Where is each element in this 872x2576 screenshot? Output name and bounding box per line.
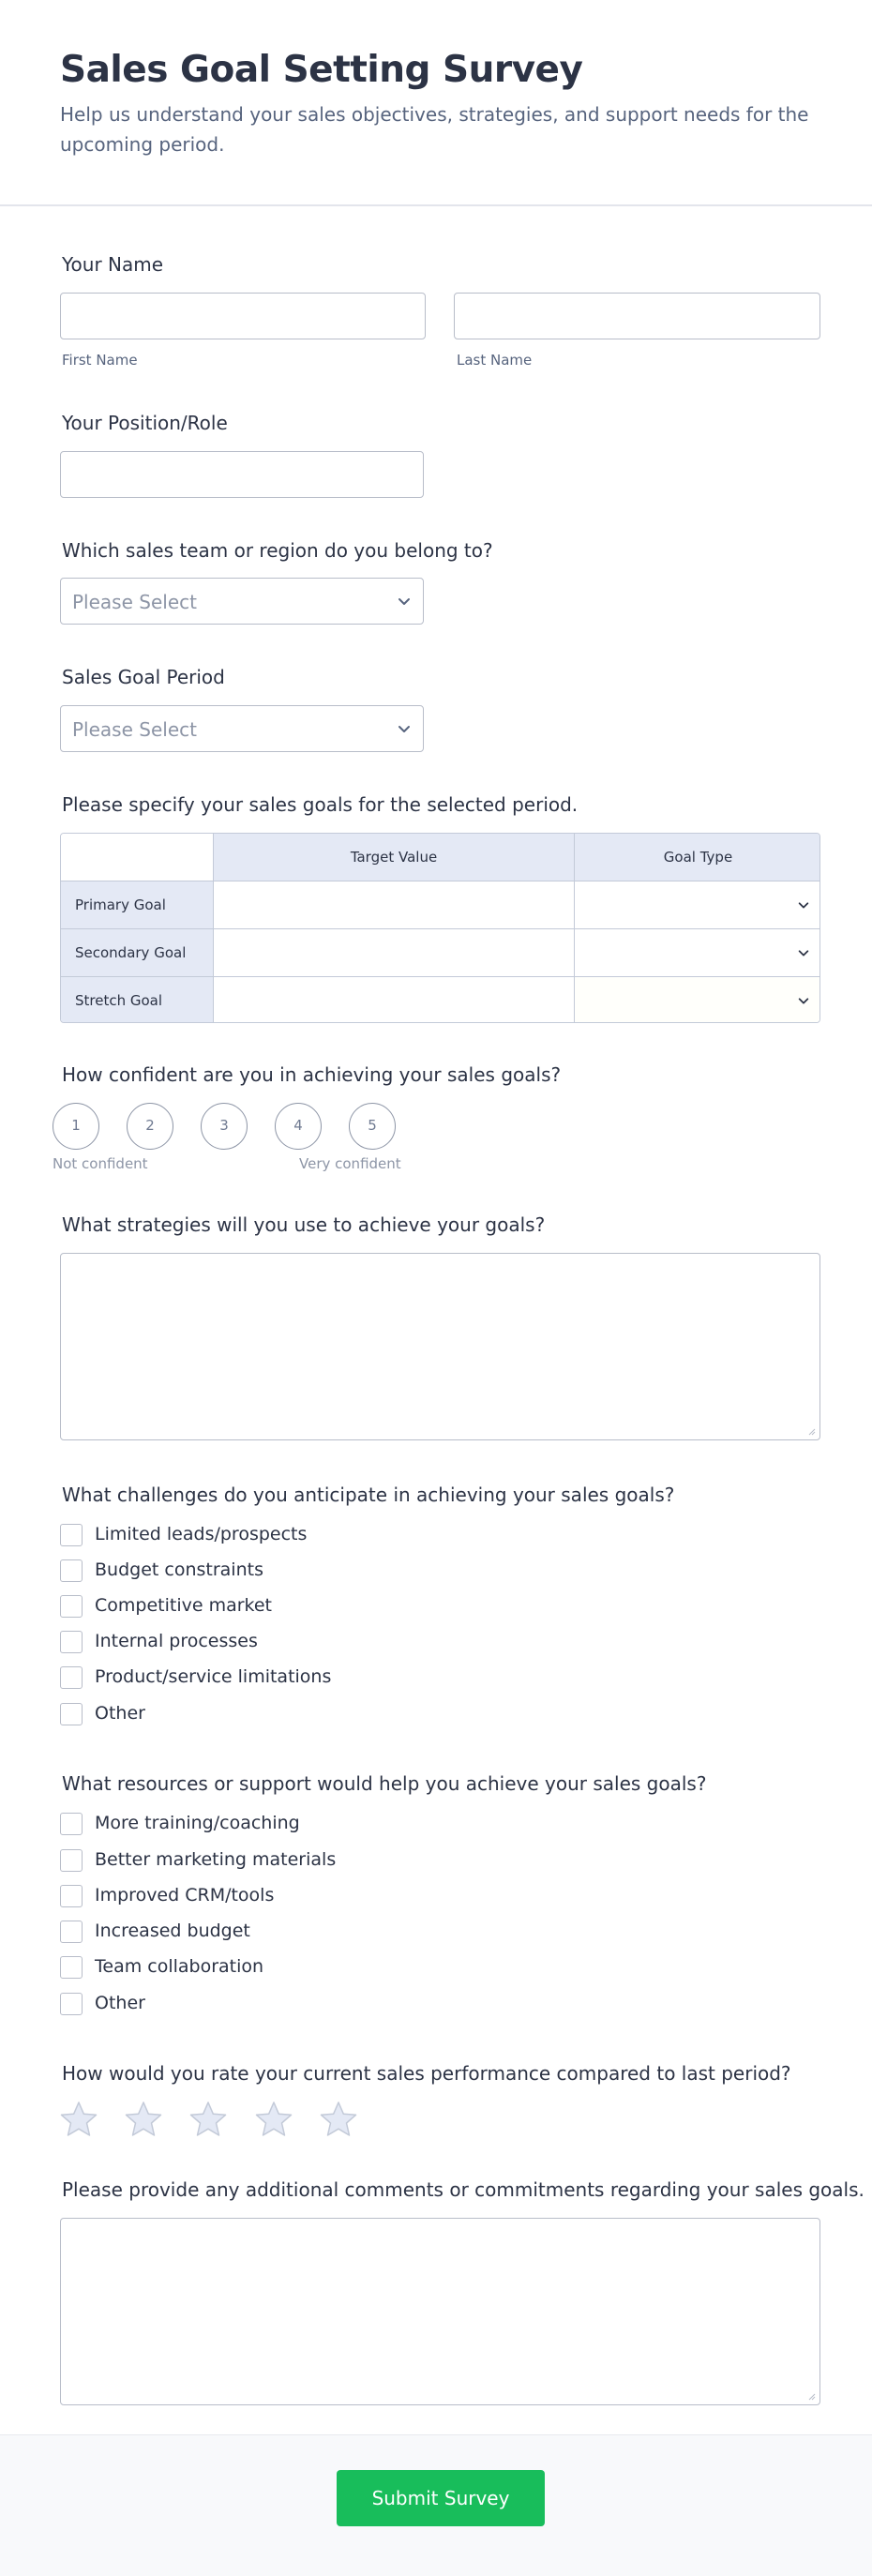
matrix-row-label: Secondary Goal — [61, 928, 213, 976]
period-select-placeholder: Please Select — [72, 718, 197, 741]
star-icon[interactable] — [319, 2100, 358, 2139]
challenge-option-label: Other — [95, 1703, 145, 1724]
goals-matrix — [60, 833, 820, 1023]
last-name-sublabel: Last Name — [457, 352, 533, 369]
resource-checkbox[interactable] — [60, 1993, 83, 2015]
last-name-input[interactable] — [454, 293, 820, 339]
resource-checkbox[interactable] — [60, 1849, 83, 1872]
page-subtitle: Help us understand your sales objectives, strategies, and support needs for the upcoming period. — [60, 103, 809, 156]
position-input[interactable] — [60, 451, 424, 498]
resource-option-label: Better marketing materials — [95, 1849, 337, 1870]
team-label: Which sales team or region do you belong to? — [62, 539, 493, 562]
name-label: Your Name — [62, 253, 164, 276]
chevron-down-icon — [397, 594, 412, 609]
comments-label: Please provide any additional comments or commitments regarding your sales goals. — [62, 2178, 864, 2201]
resource-checkbox[interactable] — [60, 1956, 83, 1979]
resource-option-label: More training/coaching — [95, 1813, 300, 1833]
position-label: Your Position/Role — [62, 412, 228, 434]
challenge-option-label: Product/service limitations — [95, 1666, 332, 1687]
form-header — [0, 0, 872, 206]
challenge-option-label: Competitive market — [95, 1595, 273, 1616]
star-icon[interactable] — [254, 2100, 293, 2139]
resize-grip-icon[interactable] — [806, 2391, 816, 2401]
secondary-goal-type-select[interactable] — [574, 928, 820, 976]
rating-label: How would you rate your current sales performance compared to last period? — [62, 2062, 791, 2085]
first-name-sublabel: First Name — [62, 352, 138, 369]
confidence-label: How confident are you in achieving your sales goals? — [62, 1063, 562, 1086]
strategies-label: What strategies will you use to achieve your goals? — [62, 1213, 546, 1236]
chevron-down-icon — [397, 721, 412, 736]
star-icon[interactable] — [188, 2100, 228, 2139]
matrix-row-label: Stretch Goal — [61, 976, 213, 1023]
chevron-down-icon — [797, 946, 810, 959]
period-label: Sales Goal Period — [62, 666, 225, 688]
chevron-down-icon — [797, 994, 810, 1007]
resource-option-label: Other — [95, 1993, 145, 2013]
challenge-checkbox[interactable] — [60, 1595, 83, 1618]
comments-textarea[interactable] — [60, 2218, 820, 2405]
scale-option-4[interactable]: 4 — [275, 1103, 322, 1150]
resources-label: What resources or support would help you achieve your sales goals? — [62, 1772, 707, 1795]
scale-option-2[interactable]: 2 — [127, 1103, 173, 1150]
matrix-column-header: Goal Type — [574, 834, 820, 881]
scale-option-1[interactable]: 1 — [53, 1103, 99, 1150]
first-name-input[interactable] — [60, 293, 426, 339]
page-title: Sales Goal Setting Survey — [60, 49, 583, 91]
matrix-row-label: Primary Goal — [61, 881, 213, 928]
scale-high-label: Very confident — [299, 1155, 401, 1172]
submit-button[interactable]: Submit Survey — [337, 2470, 545, 2526]
challenge-option-label: Internal processes — [95, 1631, 258, 1651]
matrix-corner — [61, 834, 213, 881]
resource-option-label: Improved CRM/tools — [95, 1885, 275, 1906]
strategies-textarea[interactable] — [60, 1253, 820, 1440]
stretch-goal-target-input[interactable] — [213, 976, 574, 1023]
matrix-column-header: Target Value — [213, 834, 574, 881]
scale-option-3[interactable]: 3 — [201, 1103, 248, 1150]
resource-checkbox[interactable] — [60, 1885, 83, 1907]
resource-checkbox[interactable] — [60, 1921, 83, 1943]
challenge-checkbox[interactable] — [60, 1559, 83, 1582]
challenge-checkbox[interactable] — [60, 1666, 83, 1689]
team-select[interactable] — [60, 578, 424, 625]
challenge-checkbox[interactable] — [60, 1703, 83, 1725]
stretch-goal-type-select[interactable] — [574, 976, 820, 1023]
period-select[interactable] — [60, 705, 424, 752]
star-icon[interactable] — [124, 2100, 163, 2139]
challenge-checkbox[interactable] — [60, 1524, 83, 1546]
challenge-option-label: Budget constraints — [95, 1559, 263, 1580]
resize-grip-icon[interactable] — [806, 1426, 816, 1436]
goals-label: Please specify your sales goals for the selected period. — [62, 793, 579, 816]
challenge-option-label: Limited leads/prospects — [95, 1524, 308, 1544]
resource-checkbox[interactable] — [60, 1813, 83, 1835]
primary-goal-target-input[interactable] — [213, 881, 574, 928]
secondary-goal-target-input[interactable] — [213, 928, 574, 976]
resource-option-label: Team collaboration — [95, 1956, 264, 1977]
star-icon[interactable] — [59, 2100, 98, 2139]
scale-option-5[interactable]: 5 — [349, 1103, 396, 1150]
challenge-checkbox[interactable] — [60, 1631, 83, 1653]
resource-option-label: Increased budget — [95, 1921, 250, 1941]
chevron-down-icon — [797, 898, 810, 911]
team-select-placeholder: Please Select — [72, 591, 197, 613]
challenges-label: What challenges do you anticipate in achieving your sales goals? — [62, 1484, 675, 1506]
primary-goal-type-select[interactable] — [574, 881, 820, 928]
scale-low-label: Not confident — [53, 1155, 148, 1172]
